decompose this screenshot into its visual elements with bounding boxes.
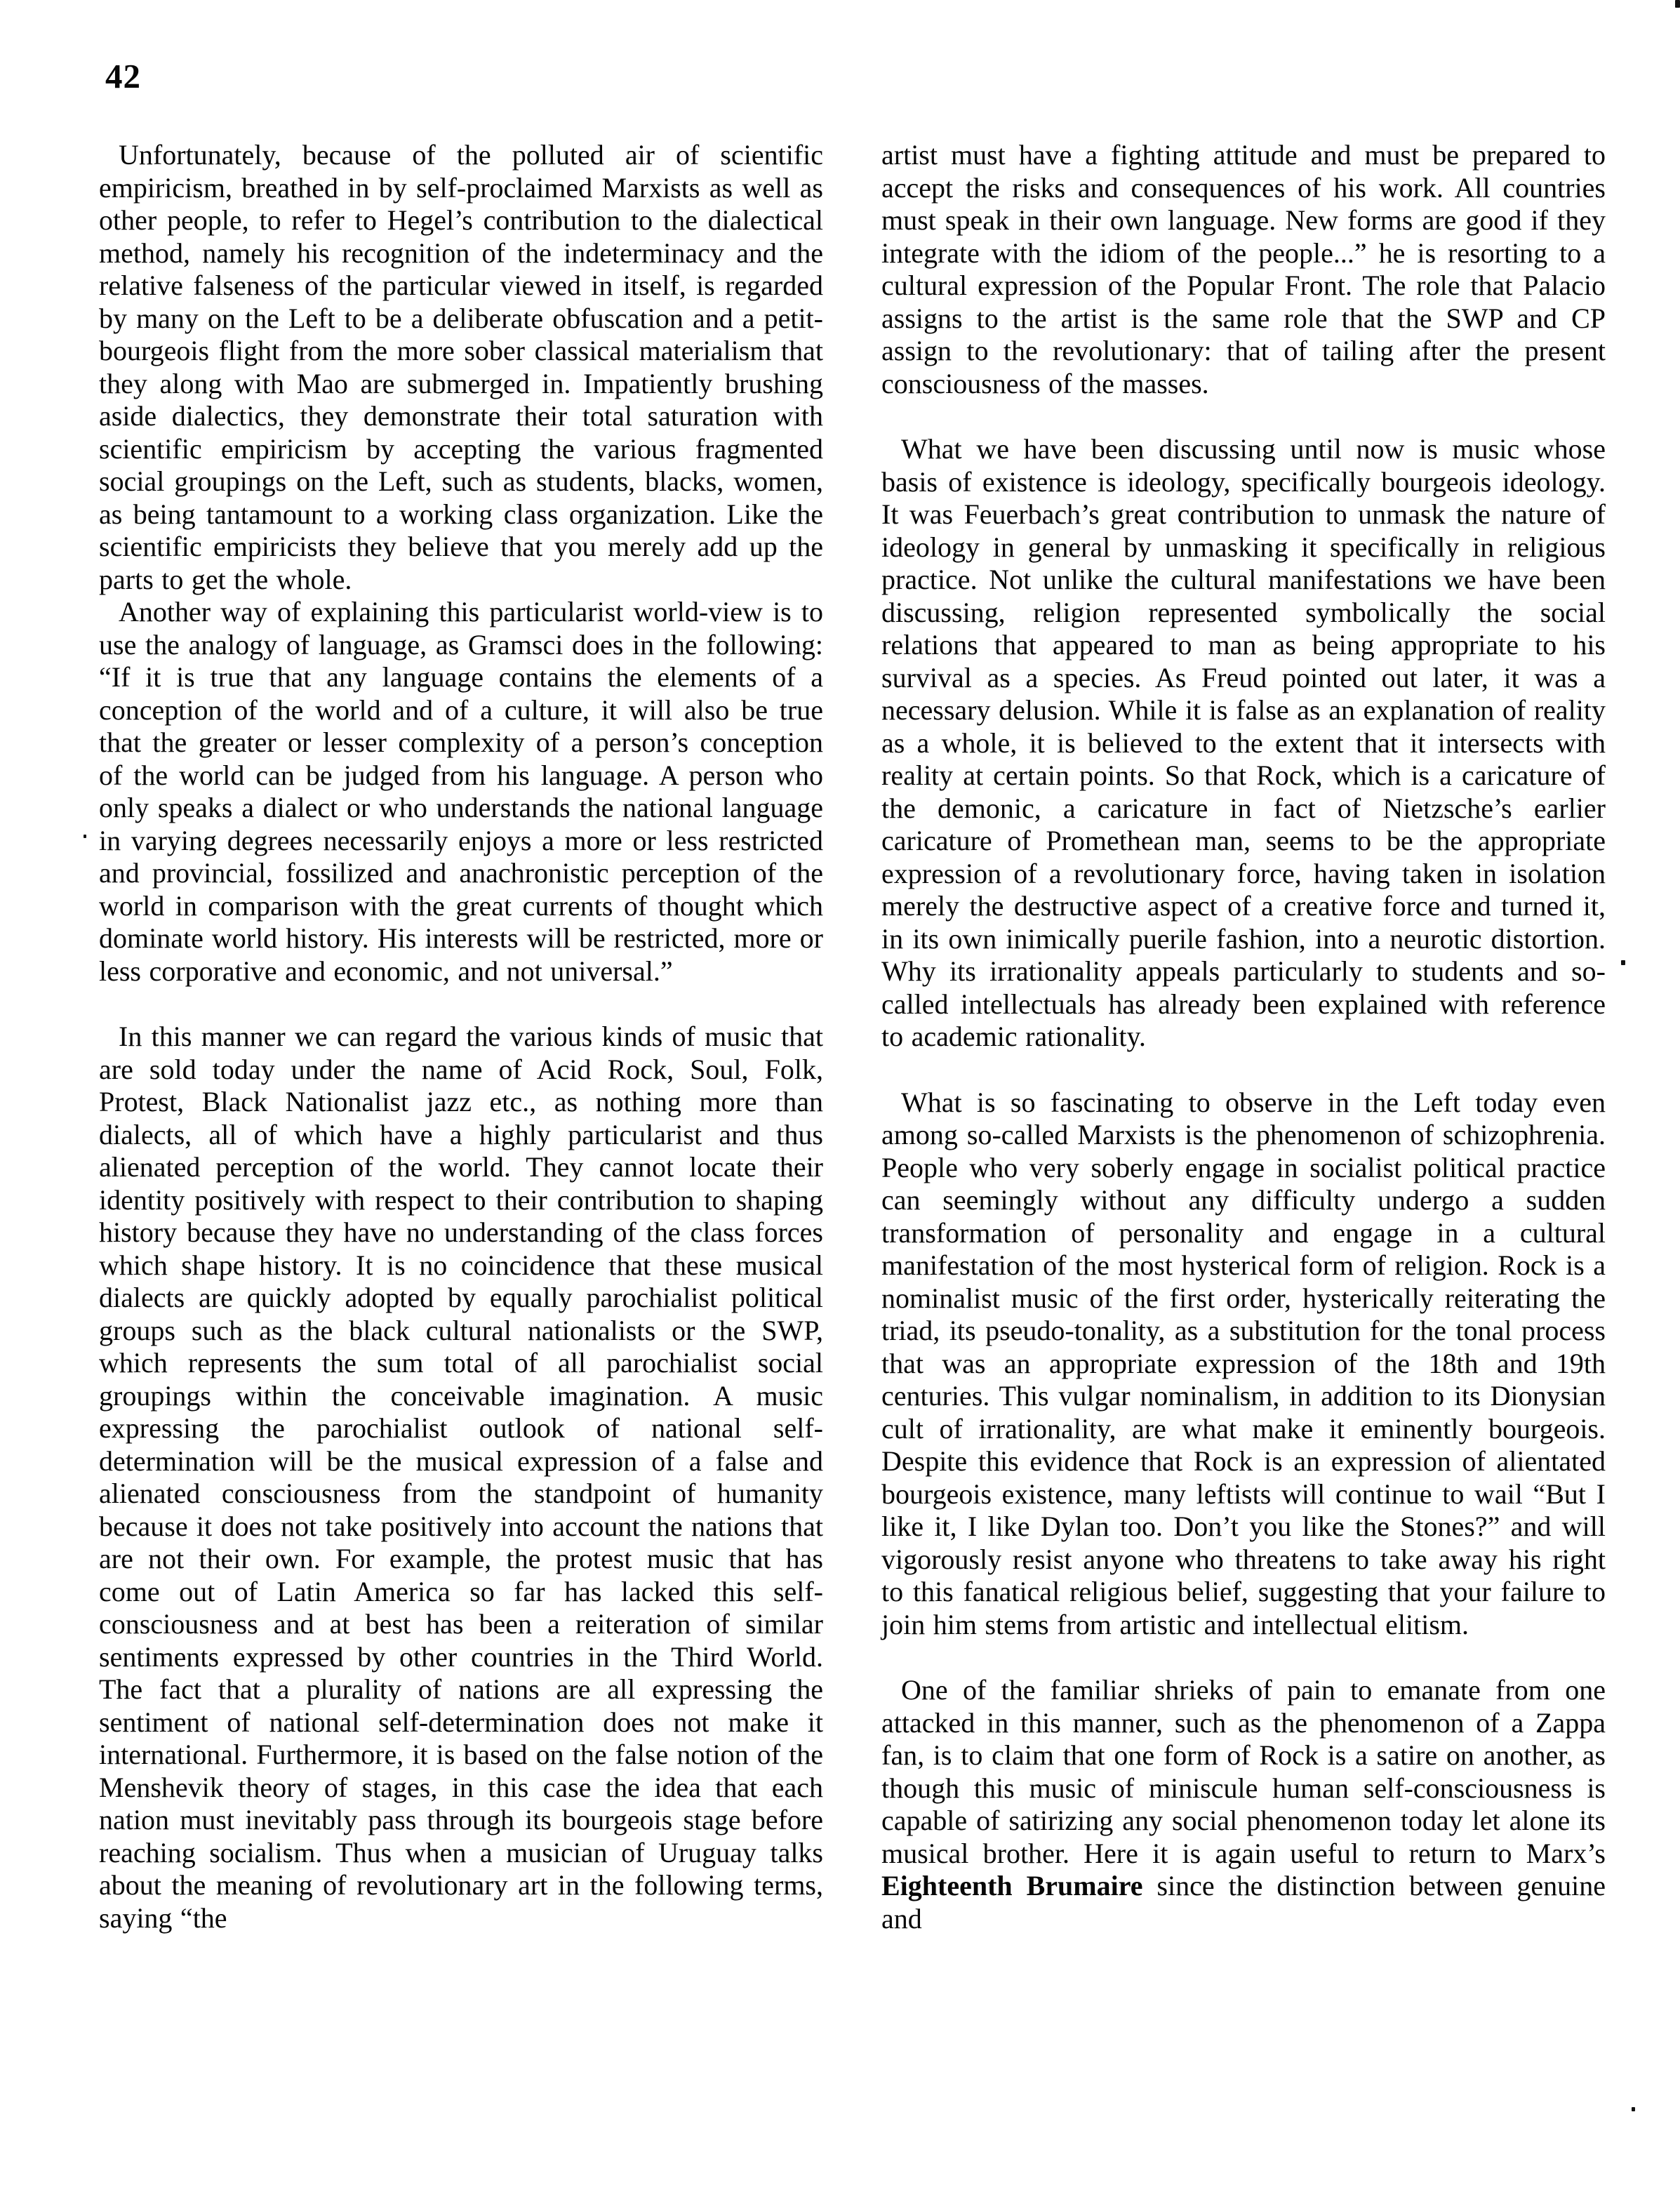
paragraph-what-we-have-been: What we have been discussing until now is music whose basis of existence is ideology, specifically bourgeois ideology. It was Feuerbach’s great contribution to unmask the nature of ideology in general by unmasking it specifically in religious practice. Not unlike the cultural manifestations we have been discussing, religion represented symbolically the social relations that appeared to man as being appropriate to his survival as a species. As Freud pointed out later, it was a necessary delusion. While it is false as an explanation of reality as a whole, it is believed to the extent that it intersects with reality at certain points. So that Rock, which is a caricature of the demonic, a caricature in fact of Nietzsche’s earlier caricature of Promethean man, seems to be the appropriate expression of a revolutionary force, having taken in isolation merely the destructive aspect of a creative force and turned it, in its own inimically puerile fashion, into a neurotic distortion. Why its irrationality appeals particularly to students and so-called intellectuals has already been explained with reference to academic rationality. — [881, 433, 1606, 1052]
right-text-column — [881, 139, 1606, 1935]
scan-speck — [1675, 0, 1680, 8]
paragraph-segment: One of the familiar shrieks of pain to emanate from one attacked in this manner, such as the phenomenon of a Zappa fan, is to claim that one form of Rock is a satire on another, as though this music of miniscule human self-consciousness is capable of satirizing any social phenomenon today let alone its musical brother. Here it is again useful to return to Marx’s — [881, 1674, 1606, 1869]
paragraph-what-is-so-fascinating: What is so fascinating to observe in the Left today even among so-called Marxists is the phenomenon of schizophrenia. People who very soberly engage in socialist political practice can seemingly without any difficulty undergo a sudden transformation of personality and engage in a cultural manifestation of the most hysterical form of religion. Rock is a nominalist music of the first order, hysterically reiterating the triad, its pseudo-tonality, as a substitution for the tonal process that was an appropriate expression of the 18th and 19th centuries. This vulgar nominalism, in addition to its Dionysian cult of irrationality, are what make it eminently bourgeois. Despite this evidence that Rock is an expression of alientated bourgeois existence, many leftists will continue to wail “But I like it, I like Dylan too. Don’t you like the Stones?” and will vigorously resist anyone who threatens to take away his right to this fanatical religious belief, suggesting that your failure to join him stems from artistic and intellectual elitism. — [881, 1086, 1606, 1640]
paragraph-another-way: Another way of explaining this particularist world-view is to use the analogy of language, as Gramsci does in the following: “If it is true that any language contains the elements of a conception of the world and of a culture, it will also be true that the greater or lesser complexity of a person’s conception of the world can be judged from his language. A person who only speaks a dialect or who understands the national language in varying degrees necessarily enjoys a more or less restricted and provincial, fossilized and anachronistic perception of the world in comparison with the great currents of thought which dominate world history. His interests will be restricted, more or less corporative and economic, and not universal.” — [99, 596, 823, 987]
paragraph-unfortunately: Unfortunately, because of the polluted air of scientific empiricism, breathed in by self-proclaimed Marxists as well as other people, to refer to Hegel’s contribution to the dialectical method, namely his recognition of the indeterminacy and the relative falseness of the particular viewed in itself, is regarded by many on the Left to be a deliberate obfuscation and a petit-bourgeois flight from the more sober classical materialism that they along with Mao are submerged in. Impatiently brushing aside dialectics, they demonstrate their total saturation with scientific empiricism by accepting the various fragmented social groupings on the Left, such as students, blacks, women, as being tantamount to a working class organization. Like the scientific empiricists they believe that you merely add up the parts to get the whole. — [99, 139, 823, 595]
paragraph-segment: since the distinction between genuine and — [881, 1870, 1606, 1934]
paragraph-artist-continuation: artist must have a fighting attitude and must be prepared to accept the risks and consequences of his work. All countries must speak in their own language. New forms are good if they integrate with the idiom of the people...” he is resorting to a cultural expression of the Popular Front. The role that Palacio assigns to the artist is the same role that the SWP and CP assign to the revolutionary: that of tailing after the present consciousness of the masses. — [881, 139, 1606, 399]
scan-speck — [84, 835, 86, 838]
paragraph-one-of-the-familiar — [881, 1674, 1606, 1935]
book-title-eighteenth-brumaire: Eighteenth Brumaire — [881, 1870, 1143, 1901]
paragraph-in-this-manner: In this manner we can regard the various kinds of music that are sold today under the name of Acid Rock, Soul, Folk, Protest, Black Nationalist jazz etc., as nothing more than dialects, all of which have a highly particularist and thus alienated perception of the world. They cannot locate their identity positively with respect to their contribution to shaping history because they have no understanding of the class forces which shape history. It is no coincidence that these musical dialects are quickly adopted by equally parochialist political groups such as the black cultural nationalists or the SWP, which represents the sum total of all parochialist social groupings within the conceivable imagination. A music expressing the parochialist outlook of national self-determination will be the musical expression of a false and alienated consciousness from the standpoint of humanity because it does not take positively into account the nations that are not their own. For example, the protest music that has come out of Latin America so far has lacked this self-consciousness and at best has been a reiteration of similar sentiments expressed by other countries in the Third World. The fact that a plurality of nations are all expressing the sentiment of national self-determination does not make it international. Furthermore, it is based on the false notion of the Menshevik theory of stages, in this case the idea that each nation must inevitably pass through its bourgeois stage before reaching socialism. Thus when a musician of Uruguay talks about the meaning of revolutionary art in the following terms, saying “the — [99, 1021, 823, 1934]
scan-speck — [1632, 2107, 1635, 2111]
page-number: 42 — [105, 57, 141, 95]
scan-speck — [1621, 960, 1625, 965]
left-text-column — [99, 139, 823, 1934]
